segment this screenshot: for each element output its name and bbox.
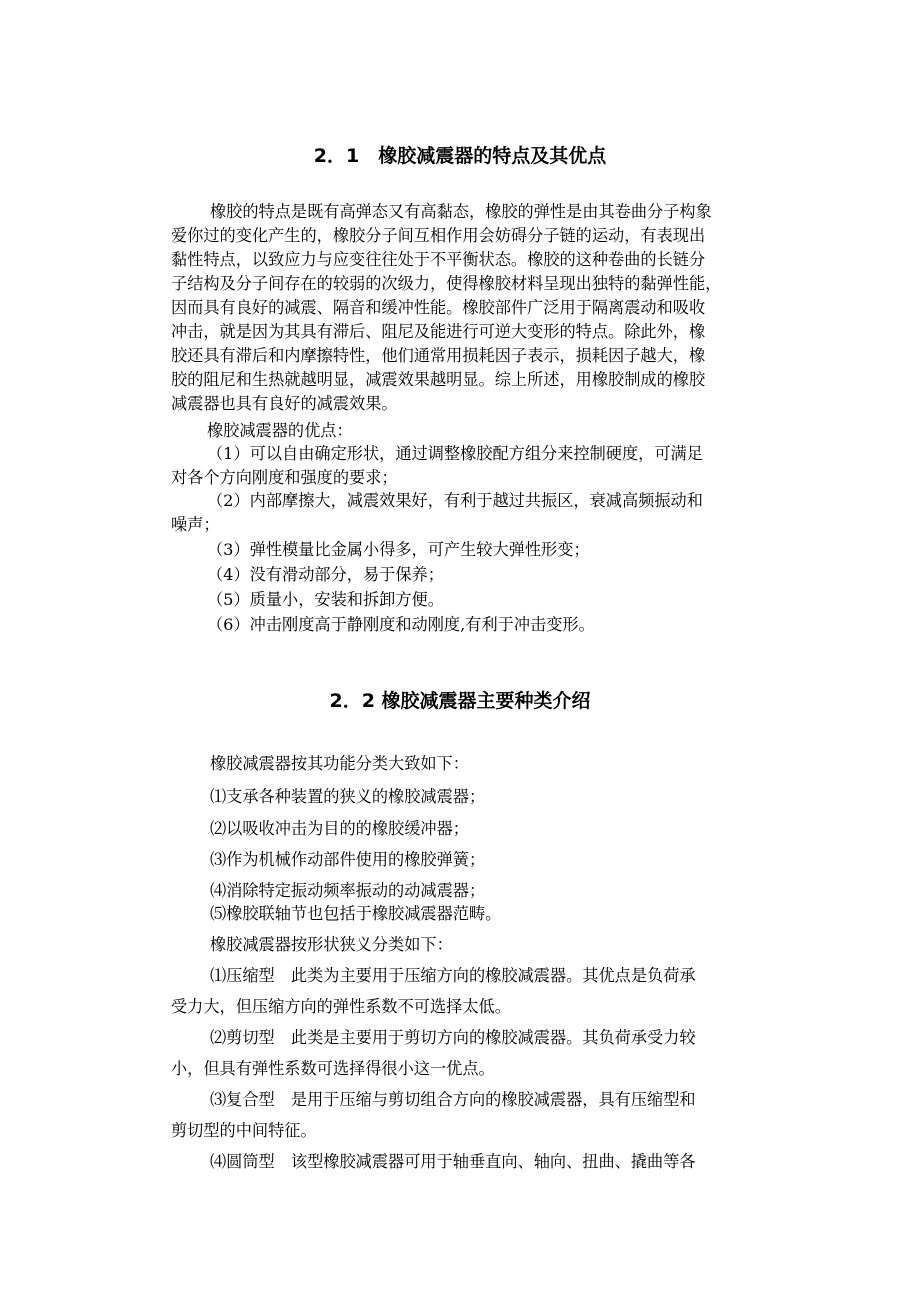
- paragraph-line: 因而具有良好的减震、隔音和缓冲性能。橡胶部件广泛用于隔离震动和吸收: [171, 298, 706, 317]
- list-item: ⑷圆筒型 该型橡胶减震器可用于轴垂直向、轴向、扭曲、撬曲等各: [210, 1152, 696, 1171]
- list-item: ⑵剪切型 此类是主要用于剪切方向的橡胶减震器。其负荷承受力较: [210, 1028, 696, 1047]
- list-item: ⑶作为机械作动部件使用的橡胶弹簧；: [210, 850, 486, 869]
- list-item: ⑴支承各种装置的狭义的橡胶减震器；: [210, 787, 486, 806]
- list-item: ⑶复合型 是用于压缩与剪切组合方向的橡胶减震器，具有压缩型和: [210, 1090, 696, 1109]
- paragraph-line: 橡胶的特点是既有高弹态又有高黏态，橡胶的弹性是由其卷曲分子构象: [210, 202, 712, 221]
- paragraph-line: 橡胶减震器按其功能分类大致如下：: [210, 754, 469, 773]
- list-item: （6）冲击刚度高于静刚度和动刚度,有利于冲击变形。: [207, 615, 595, 634]
- list-item-continuation: 小，但具有弹性系数可选择得很小这一优点。: [171, 1059, 495, 1078]
- list-item: （2）内部摩擦大，减震效果好，有利于越过共振区，衰减高频振动和: [207, 491, 703, 510]
- list-item: （3）弹性模量比金属小得多，可产生较大弹性形变；: [207, 540, 590, 559]
- paragraph-line: 胶的阻尼和生热就越明显，减震效果越明显。综上所述，用橡胶制成的橡胶: [171, 370, 706, 389]
- paragraph-line: 冲击，就是因为其具有滞后、阻尼及能进行可逆大变形的特点。除此外，橡: [171, 322, 706, 341]
- list-item: （1）可以自由确定形状，通过调整橡胶配方组分来控制硬度，可满足: [207, 444, 703, 463]
- list-item-continuation: 噪声；: [171, 515, 220, 534]
- paragraph-line: 胶还具有滞后和内摩擦特性，他们通常用损耗因子表示，损耗因子越大，橡: [171, 346, 706, 365]
- paragraph-line: 爱你过的变化产生的，橡胶分子间互相作用会妨碍分子链的运动，有表现出: [171, 226, 706, 245]
- list-item: （5）质量小，安装和拆卸方便。: [207, 590, 444, 609]
- paragraph-line: 减震器也具有良好的减震效果。: [171, 394, 398, 413]
- list-item-continuation: 剪切型的中间特征。: [171, 1121, 317, 1140]
- section-heading: 2．2 橡胶减震器主要种类介绍: [329, 690, 591, 712]
- list-item: ⑸橡胶联轴节也包括于橡胶减震器范畴。: [210, 904, 502, 923]
- paragraph-line: 黏性特点，以致应力与应变往往处于不平衡状态。橡胶的这种卷曲的长链分: [171, 250, 706, 269]
- paragraph-line: 子结构及分子间存在的较弱的次级力，使得橡胶材料呈现出独特的黏弹性能，: [171, 274, 722, 293]
- list-item-continuation: 受力大，但压缩方向的弹性系数不可选择太低。: [171, 997, 511, 1016]
- list-item: （4）没有滑动部分，易于保养；: [207, 565, 444, 584]
- list-item: ⑵以吸收冲击为目的的橡胶缓冲器；: [210, 819, 469, 838]
- list-item-continuation: 对各个方向刚度和强度的要求；: [171, 468, 398, 487]
- list-item: ⑷消除特定振动频率振动的动减震器；: [210, 881, 486, 900]
- section-heading: 2．1 橡胶减震器的特点及其优点: [313, 145, 607, 167]
- list-intro: 橡胶减震器的优点：: [207, 421, 353, 440]
- list-item: ⑴压缩型 此类为主要用于压缩方向的橡胶减震器。其优点是负荷承: [210, 966, 696, 985]
- list-intro: 橡胶减震器按形状狭义分类如下：: [210, 935, 453, 954]
